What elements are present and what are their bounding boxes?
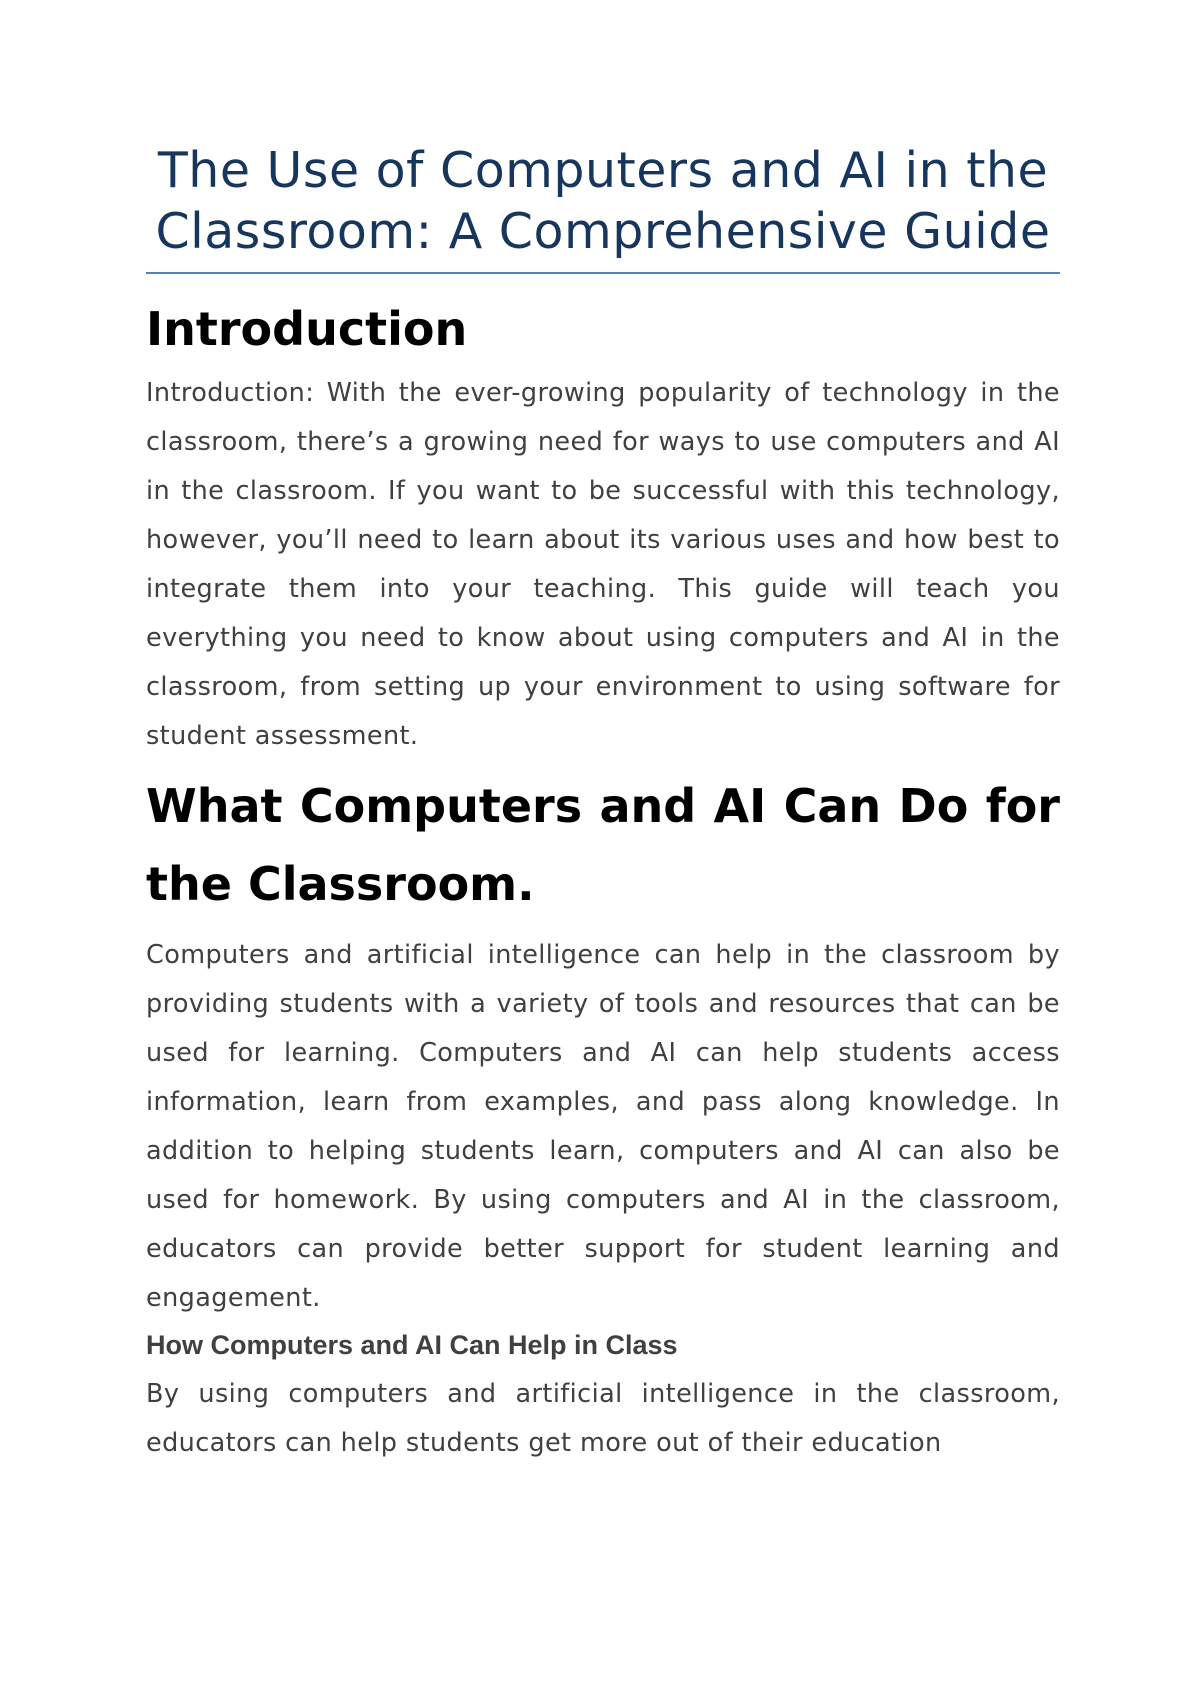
- how-computers-paragraph: By using computers and artificial intelligence in the classroom, educators can help students get more out of their education: [146, 1379, 1060, 1458]
- title-divider: [146, 272, 1060, 274]
- document-title: The Use of Computers and AI in the Classroom: A Comprehensive Guide: [155, 142, 1051, 260]
- how-computers-subheading: How Computers and AI Can Help in Class: [146, 1330, 678, 1360]
- what-computers-heading: What Computers and AI Can Do for the Classroom.: [146, 779, 1060, 911]
- introduction-paragraph: Introduction: With the ever-growing popularity of technology in the classroom, there’s a growing need for ways to use computers and AI in the classroom. If you want to be successful with this technology, however, you’ll need to learn about its various uses and how best to integrate them into your teaching. This guide will teach you everything you need to know about using computers and AI in the classroom, from setting up your environment to using software for student assessment.: [146, 378, 1060, 751]
- what-computers-section: [146, 767, 1060, 1468]
- what-computers-paragraph: Computers and artificial intelligence can help in the classroom by providing students with a variety of tools and resources that can be used for learning. Computers and AI can help students access information, learn from examples, and pass along knowledge. In addition to helping students learn, computers and AI can also be used for homework. By using computers and AI in the classroom, educators can provide better support for student learning and engagement.: [146, 940, 1060, 1313]
- document-page: [146, 140, 1060, 1468]
- introduction-heading: Introduction: [146, 302, 468, 356]
- introduction-section: [146, 302, 1060, 761]
